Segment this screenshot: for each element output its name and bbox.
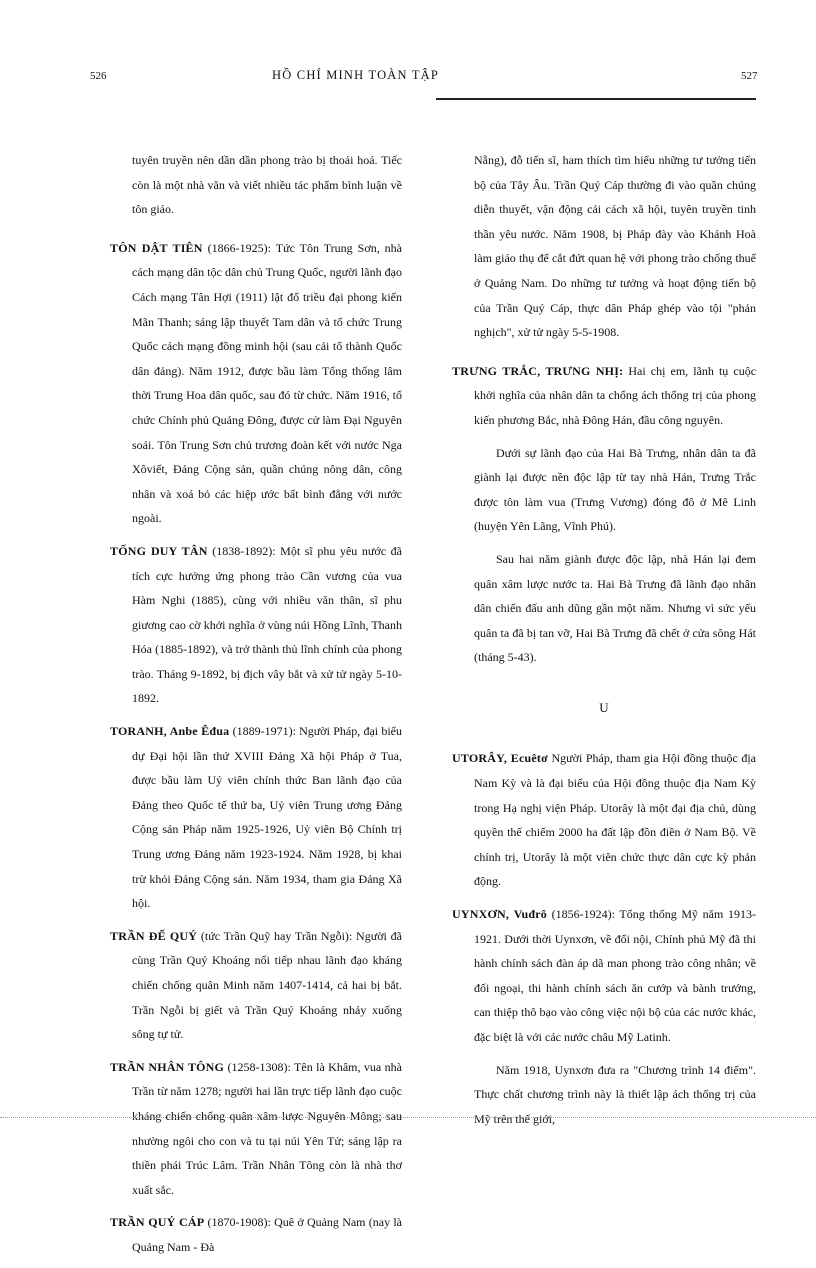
glossary-entry [110, 1210, 402, 1259]
entry-head: TÔN DẬT TIÊN [110, 240, 203, 255]
entry-text: (1258-1308): Tên là Khâm, vua nhà Trần từ năm 1278; người hai lần trực tiếp lãnh đạo cuộc kháng chiến chống quân xâm lược Nguyên Mông; sau nhường ngôi cho con và tu tại núi Yên Tử; sáng lập ra thiền phái Trúc Lâm. Trần Nhân Tông còn là nhà thơ xuất sắc. [132, 1059, 402, 1197]
running-title: HỒ CHÍ MINH TOÀN TẬP [272, 68, 440, 82]
entry-paragraph: Dưới sự lãnh đạo của Hai Bà Trưng, nhân dân ta đã giành lại được nền độc lập từ tay nhà Hán, Trưng Trắc được tôn làm vua (Trưng Vương) đóng đô ở Mê Linh (huyện Yên Lãng, Vĩnh Phú). [474, 445, 756, 534]
entry-head: UTORÂY, Ecuêtơ [452, 751, 548, 766]
glossary-entry [452, 746, 756, 894]
entry-head: TRẦN NHÂN TÔNG [110, 1059, 225, 1074]
entry-text: Hai chị em, lãnh tụ cuộc khởi nghĩa của nhân dân ta chống ách thống trị của phong kiến phương Bắc, nhà Đông Hán, đầu công nguyên. [474, 363, 757, 427]
entry-text: Người Pháp, tham gia Hội đồng thuộc địa Nam Kỳ và là đại biểu của Hội đồng thuộc địa Nam Kỳ trong Hạ nghị viện Pháp. Utorây là một đại địa chủ, dùng quyền thế chiếm 2000 ha đất lập đồn điền ở Nam Bộ. Về chính trị, Utorây là một viên chức thực dân cực kỳ phản động. [474, 751, 756, 889]
page-number-right: 527 [741, 70, 758, 82]
entry-text: (1866-1925): Tức Tôn Trung Sơn, nhà cách mạng dân tộc dân chủ Trung Quốc, người lãnh đạo Cách mạng Tân Hợi (1911) lật đổ triều đại phong kiến Mãn Thanh; sáng lập thuyết Tam dân và tổ chức Trung Quốc cách mạng đồng minh hội (sau cải tổ thành Quốc dân đảng). Năm 1912, được bầu làm Tổng thống lâm thời Trung Hoa dân quốc, sau đó từ chức. Năm 1916, tổ chức Chính phủ Quảng Đông, được cử làm Đại Nguyên soái. Tôn Trung Sơn chủ trương đoàn kết với nước Nga Xôviết, Đảng Cộng sản, quần chúng nông dân, công nhân và xoá bỏ các hiệp ước bất bình đẳng với nước ngoài. [132, 240, 403, 526]
entry-paragraph: Năm 1918, Uynxơn đưa ra "Chương trình 14 điểm". Thực chất chương trình này là thiết lập ách thống trị của Mỹ trên thế giới, [474, 1062, 756, 1126]
continuation-text: tuyên truyền nên dần dần phong trào bị thoái hoá. Tiếc còn là một nhà văn và viết nhiều tác phẩm bình luận về tôn giáo. [132, 153, 402, 217]
glossary-entry [452, 902, 756, 1050]
entry-text: (1870-1908): Quê ở Quảng Nam (nay là Quảng Nam - Đà [132, 1215, 403, 1254]
entry-text: (1889-1971): Người Pháp, đại biểu dự Đại hội lần thứ XVIII Đảng Xã hội Pháp ở Tua, được bầu làm Uỷ viên chính thức Ban lãnh đạo của Đảng theo Quốc tế thứ ba, Uỷ viên Trung ương Đảng Cộng sản Pháp năm 1925-1926, Uỷ viên Bộ Chính trị Trung ương Đảng năm 1923-1924. Năm 1928, bị khai trừ khỏi Đảng Cộng sản. Năm 1934, tham gia Đảng Xã hội. [132, 724, 402, 911]
entry-head: TRẦN ĐẾ QUÝ [110, 928, 198, 943]
entry-head: TRƯNG TRẮC, TRƯNG NHỊ: [452, 363, 624, 378]
bottom-dotted-border [0, 1117, 816, 1118]
entry-text: (1856-1924): Tổng thống Mỹ năm 1913-1921. Dưới thời Uynxơn, về đối nội, Chính phủ Mỹ đã thi hành chính sách đàn áp dã man phong trào công nhân; về đối ngoại, thi hành chính sách ăn cướp và bành trướng, can thiệp thô bạo vào công việc nội bộ của các nước khác, đặc biệt là với các nước châu Mỹ Latinh. [474, 907, 756, 1044]
glossary-entry [110, 924, 402, 1047]
section-letter: U [599, 699, 609, 715]
glossary-entry [110, 1055, 402, 1203]
glossary-entry [110, 719, 402, 916]
page-number-left: 526 [90, 70, 107, 82]
continuation-text: Nẵng), đỗ tiến sĩ, ham thích tìm hiểu những tư tưởng tiến bộ của Tây Âu. Trần Quý Cáp thường đi vào quần chúng diễn thuyết, vận động cải cách xã hội, tuyên truyền tinh thần yêu nước. Năm 1908, bị Pháp đày vào Khánh Hoà làm giáo thụ để cắt đứt quan hệ với phong trào chống thuế ở Quảng Nam. Do những tư tưởng và hoạt động tiến bộ của Trần Quý Cáp, thực dân Pháp ghép vào tội "phản nghịch", xử tử ngày 5-5-1908. [474, 153, 756, 340]
entry-head: TỐNG DUY TÂN [110, 543, 208, 558]
entry-paragraph: Sau hai năm giành được độc lập, nhà Hán lại đem quân xâm lược nước ta. Hai Bà Trưng đã lãnh đạo nhân dân chiến đấu anh dũng gần một năm. Nhưng vì sức yếu quân ta đã bị tan vỡ, Hai Bà Trưng đã chết ở cửa sông Hát (tháng 5-43). [474, 551, 756, 665]
entry-text: (tức Trần Quỹ hay Trần Ngỗi): Người đã cùng Trần Quý Khoáng nối tiếp nhau lãnh đạo kháng chiến chống quân Minh năm 1407-1414, cả hai bị bắt. Trần Ngỗi bị giết và Trần Quý Khoáng nhảy xuống sông tự tử. [132, 928, 402, 1042]
entry-head: TORANH, Anbe Êđua [110, 724, 230, 739]
header-rule [436, 98, 756, 100]
glossary-entry [110, 236, 402, 531]
glossary-entry [110, 539, 402, 711]
entry-text: (1838-1892): Một sĩ phu yêu nước đã tích cực hưởng ứng phong trào Cần vương của vua Hàm Nghi (1885), cùng với nhiều văn thân, sĩ phu giương cao cờ khởi nghĩa ở vùng núi Hồng Lĩnh, Thanh Hóa (1885-1892), và trở thành thủ lĩnh chính của phong trào. Tháng 9-1892, bị địch vây bắt và xử tử ngày 5-10-1892. [132, 543, 402, 706]
entry-head: UYNXƠN, Vuđrô [452, 907, 547, 922]
glossary-entry [452, 359, 756, 433]
left-column [110, 148, 402, 1268]
entry-head: TRẦN QUÝ CÁP [110, 1215, 205, 1230]
right-column [452, 148, 756, 1139]
